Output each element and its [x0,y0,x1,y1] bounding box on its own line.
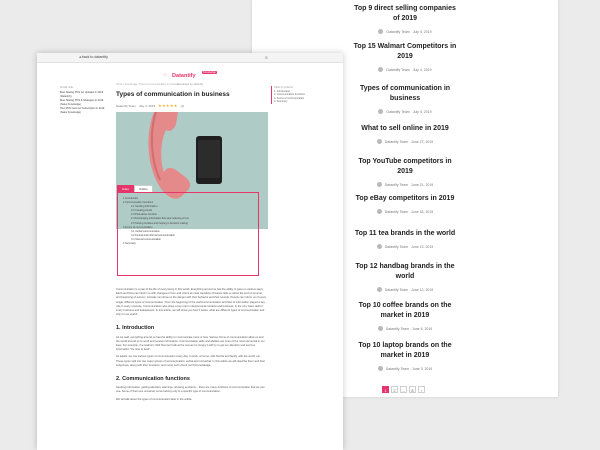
avatar [377,287,382,292]
page-ellipsis: … [401,388,406,393]
article-page-panel [37,53,343,450]
avatar [378,366,383,371]
toc-item[interactable]: 1 Introduction [123,197,139,200]
article-body [116,288,266,405]
paragraph: Sending information, getting attention, warnings, showing emotions... there are many functions of communication that we can use. Some of them are universal; some belong only to a specific type of communication. [116,386,265,394]
toc-item[interactable]: 2.3 Persuasive function [131,213,157,217]
avatar [378,109,383,114]
article-list-author[interactable]: Datantify Team [386,109,410,114]
section-heading: 2. Communication functions [116,376,190,383]
article-list-date: June 27, 2019 [411,139,434,144]
table-of-contents [117,192,259,276]
menu-icon[interactable]: ≡ [265,55,268,60]
toc-item[interactable]: 2.1 Sending information [131,205,158,209]
section-heading: 1. Introduction [116,325,155,332]
article-list-title[interactable]: Top 10 laptop brands on the market in 2019 [358,342,452,359]
avatar [377,244,382,249]
article-title: Types of communication in business [116,91,230,98]
brand-subtitle: knowledge by datantify [176,83,204,86]
article-list-date: June 3, 2019 [412,366,433,371]
article-list-title[interactable]: Top 15 Walmart Competitors in 2019 [353,43,457,60]
back-link[interactable]: ◂ back to datantify [79,55,108,59]
article-list-author[interactable]: Datantify Team [386,29,410,34]
article-list-date: June 18, 2019 [411,209,434,214]
article-list-author[interactable]: Datantify Team [385,366,410,371]
avatar [377,139,382,144]
article-list-title[interactable]: Top 10 coffee brands on the market in 2019 [358,302,452,319]
article-list-author[interactable]: Datantify Team [384,287,409,292]
breadcrumb[interactable]: Home / Knowledge / Types of communication in business [116,83,180,86]
author[interactable]: Datantify Team [116,103,136,108]
paragraph: As we said, everything around us has the ability to communicate more or less. Various forms of communication allow us and the world around us to send and receive information. Communication skills and abilities are ones of the most elemental in our lives. For example, if a newborn child that can't talk at the moment is hungry it will try to get our attention and send us information "It's time to feed". [116,335,265,352]
toc-sidebar-item[interactable]: 4. Summary [274,100,288,104]
toc-item[interactable]: 3.1 Verbal communication [131,229,160,233]
toc-item[interactable]: 2.4 Exchanging information flow and reducing errors [131,217,189,221]
toc-item[interactable]: 3 Forms of communication [123,225,153,229]
brand-header [37,64,343,86]
sidebar-link[interactable]: Best Skating POS & Strategies in 2019 (Sales Knowledge) [60,99,104,106]
tab-outline[interactable]: Outline [134,185,153,192]
toc-item[interactable]: 4 Summary [123,242,136,246]
toc-item[interactable]: 3.2 Formal and informal communication [131,233,175,237]
similar-links-sidebar [60,86,105,116]
rating-stars[interactable]: ★★★★★ [158,103,178,108]
heart-logo-icon: ♡ [163,73,168,79]
article-byline [116,103,184,108]
avatar [377,182,382,187]
intro-paragraph: Communication is a part of the life of every being in this world. Everything around us has the ability to pass on various ways. Earth and flora can inform us with changes in form and colors as clear transition of leaves tells us about the end of summer and beginning of autumn. Animals can show us the danger with their behavior and their sounds. People can inform us of every single, different types of communication. From the beginning of the world communication and flow of information played a key role in every universe. Communication also plays a key role in interpersonal contacts and business. In the very basic skill of every business and salespeople. In this article, we will show you how it works, what are different types of communication and why it is so useful. [116,288,266,317]
article-list-date: July 4, 2019 [412,109,432,114]
article-list-date: June 13, 2019 [411,244,434,249]
pagination [382,386,425,393]
article-list-date: June 12, 2019 [411,287,434,292]
article-list-date: July 4, 2019 [412,29,432,34]
article-list-date: June 21, 2019 [411,182,434,187]
article-list-date: June 6, 2019 [412,326,433,331]
article-list-author[interactable]: Datantify Team [384,139,409,144]
toc-sidebar-item[interactable]: 3. Forms of communication [274,96,305,100]
article-list-author[interactable]: Datantify Team [386,67,410,72]
sidebar-heading: Similar links [60,86,74,89]
tab-index[interactable]: Index [117,185,134,192]
toc-item[interactable]: 2.2 Creating bonds [131,209,153,213]
toc-sidebar-item[interactable]: 1. Introduction [274,89,290,93]
article-list-author[interactable]: Datantify Team [384,182,409,187]
sidebar-link[interactable]: How POS Gets Go Subscription in 2019 (Sales Knowledge) [60,107,105,114]
toc-sidebar-heading: Table of contents [274,86,293,89]
page-2-button[interactable]: 2 [391,386,398,393]
rating-count: (1) [180,103,185,108]
avatar [378,326,383,331]
top-bar [37,53,343,63]
toc-item[interactable]: 2 Communication functions [123,201,154,205]
article-list-author[interactable]: Datantify Team [385,326,410,331]
brand-name[interactable]: Datantify [172,73,196,79]
article-list-author[interactable]: Datantify Team [384,244,409,249]
next-page-button[interactable]: › [418,386,425,393]
paragraph: We will talk about the types of communication later in the article. [116,397,193,401]
page-1-button[interactable]: 1 [382,386,389,393]
avatar [377,209,382,214]
article-list-title[interactable]: Top 11 tea brands in the world [354,230,456,237]
article-list-title[interactable]: Top YouTube competitors in 2019 [358,158,452,175]
avatar [378,29,383,34]
page-last-button[interactable]: 8 [409,386,416,393]
article-list-meta [252,29,558,34]
article-list-item[interactable] [252,4,558,34]
article-list-title[interactable]: Top eBay competitors in 2019 [355,195,455,202]
table-of-contents-sidebar [271,86,310,104]
toc-sidebar-item[interactable]: 2. Communication functions [274,93,305,97]
toc-tabs [117,185,153,192]
article-list-author[interactable]: Datantify Team [384,209,409,214]
publish-date: July 4, 2019 [138,103,156,108]
brand-badge: Knowledge [203,71,216,75]
toc-item[interactable]: 2.5 Solving troubles and helping in decision making [131,221,188,225]
article-list-title[interactable]: Top 12 handbag brands in the world [355,263,455,280]
article-list-title[interactable]: Types of communication in business [359,85,451,102]
article-list-date: July 4, 2019 [412,67,432,72]
toc-item[interactable]: 3.3 Internal communication [131,237,162,241]
paragraph: As adults, we use various types of communication every day. In work, at home, with friends and family, with the world, etc. These types split into two major groups of communication: verbal and nonverbal. In this article we will describe them and their subgroups, along with their functions, and more! Let's check out this knowledge. [116,355,266,367]
sidebar-link[interactable]: Best Skating POS Go Updated in 2019 (Datantify) [60,91,104,98]
article-list-title[interactable]: Top 9 direct selling companies of 2019 [354,5,456,22]
avatar [378,67,383,72]
article-list-title[interactable]: What to sell online in 2019 [361,125,449,132]
